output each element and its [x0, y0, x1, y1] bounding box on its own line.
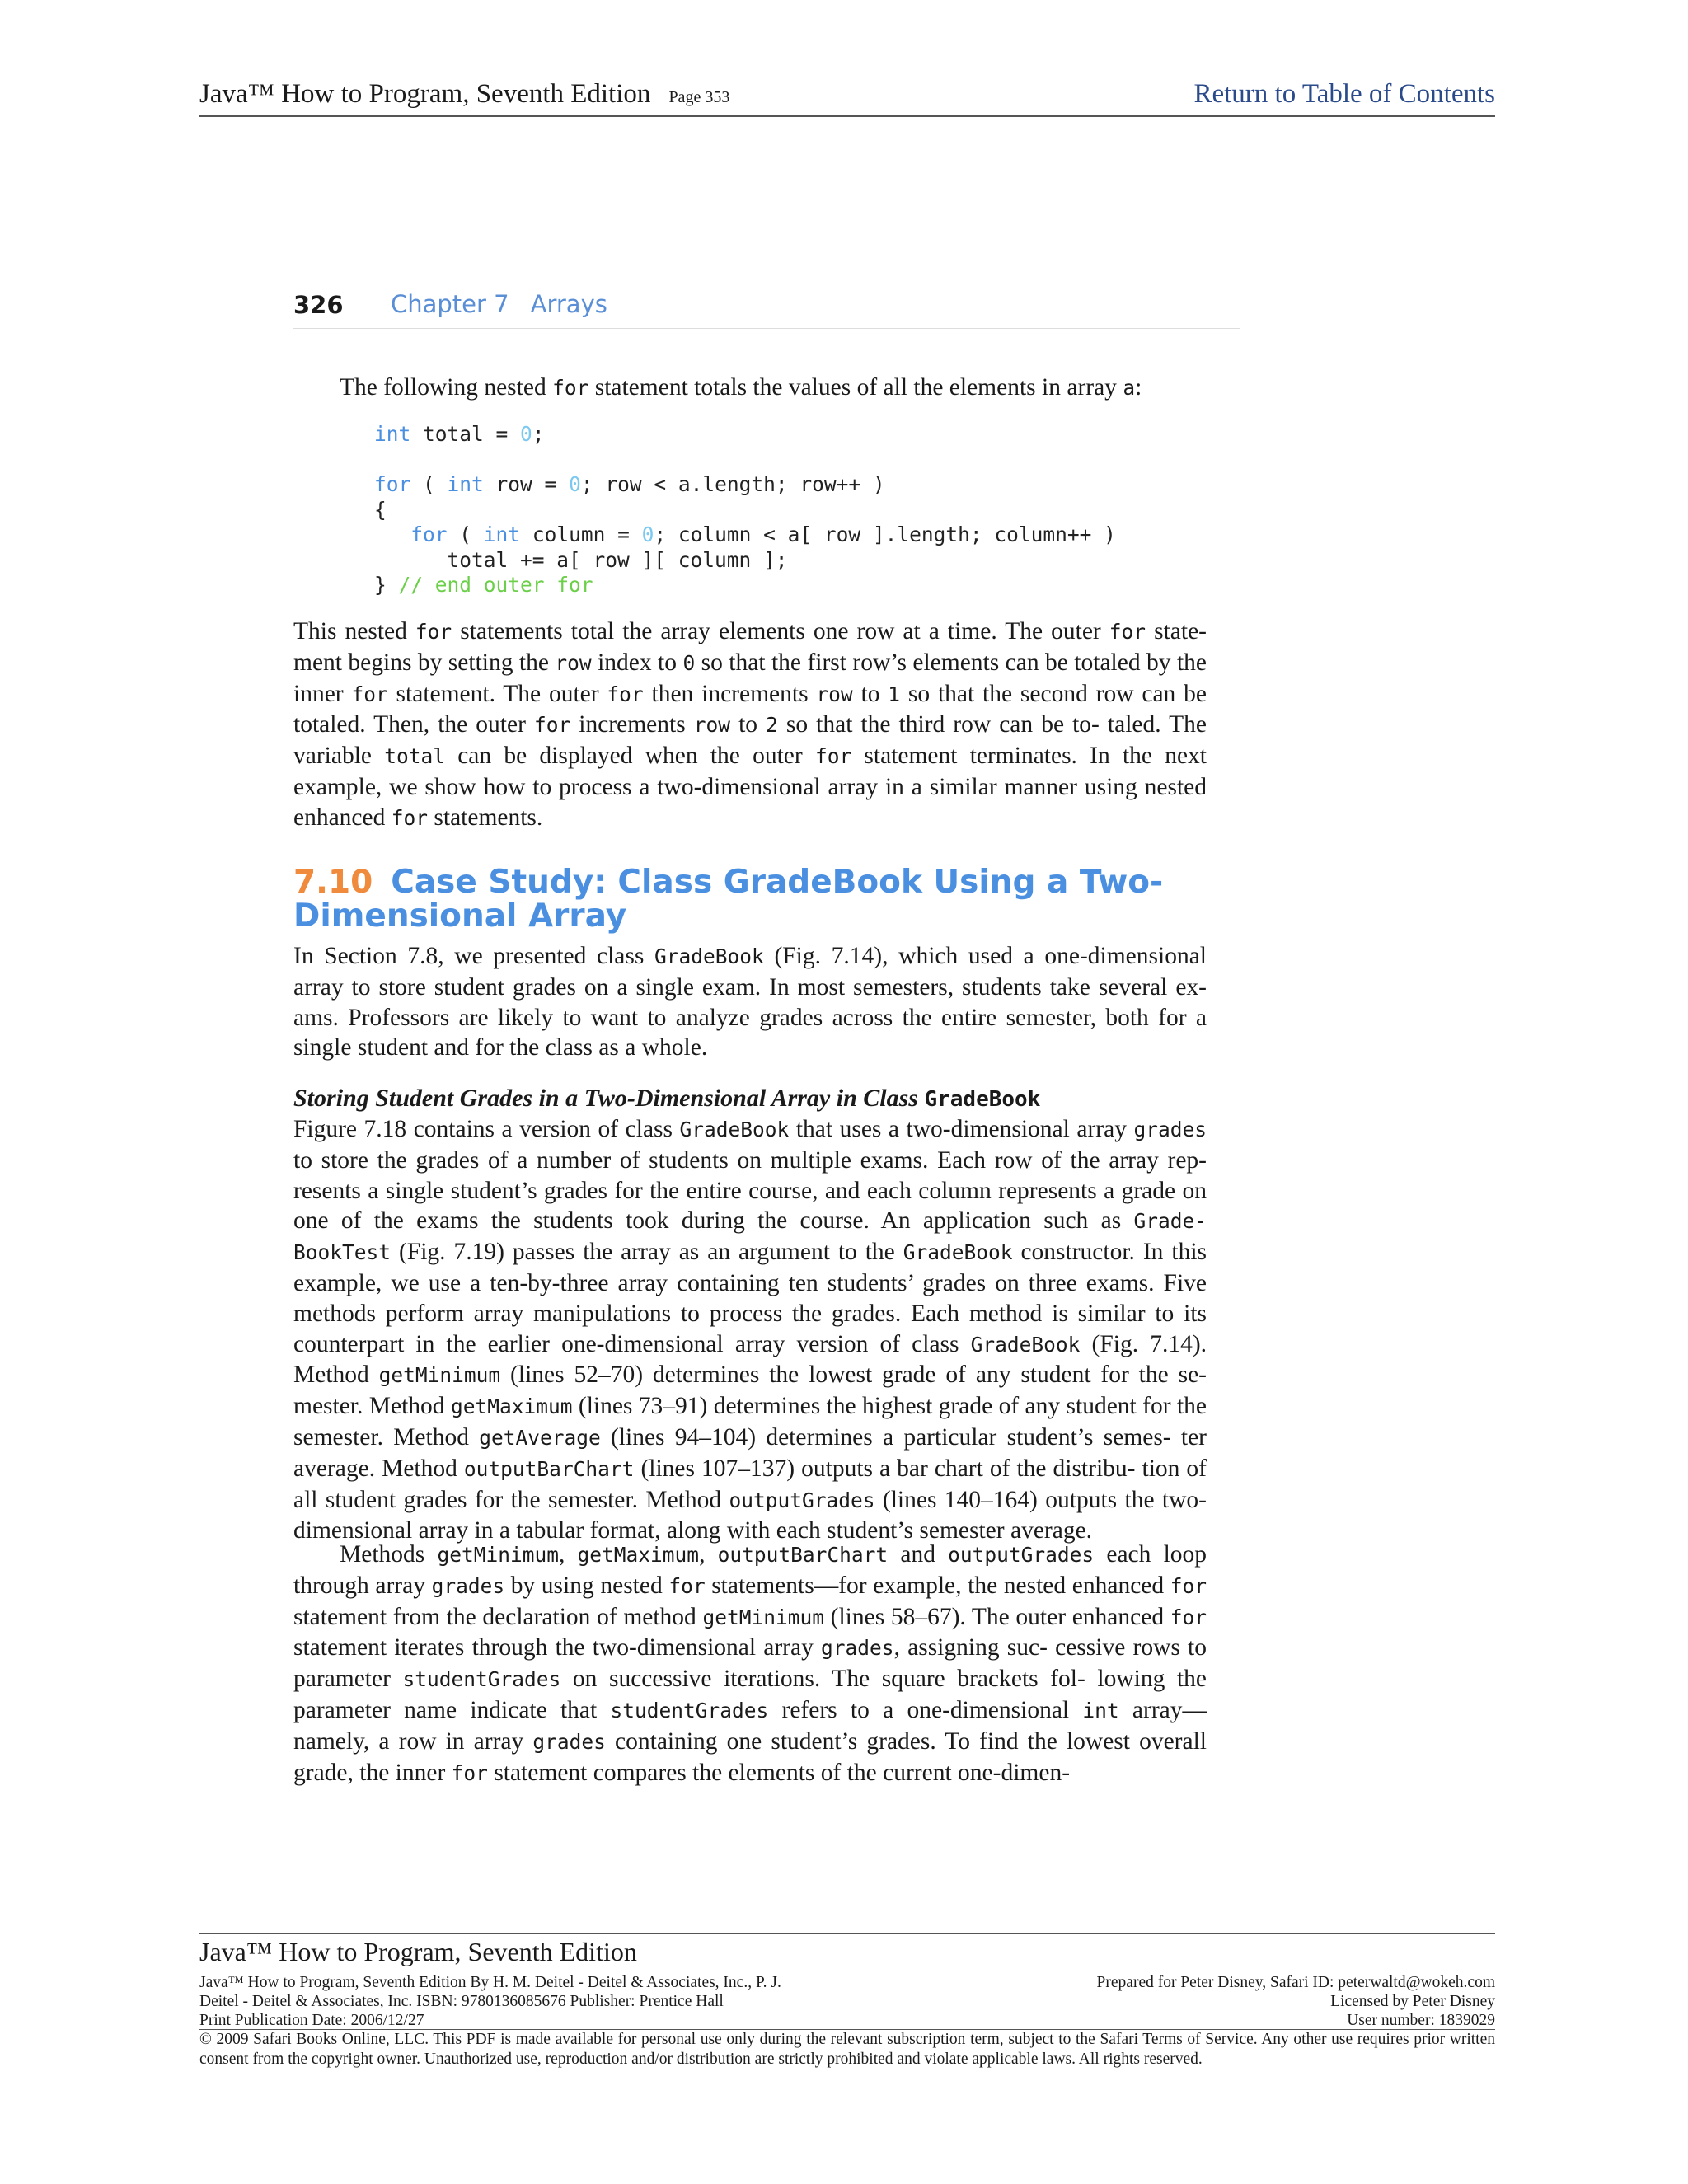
subsection-heading-code: GradeBook	[924, 1087, 1041, 1112]
code-keyword: int	[483, 523, 521, 546]
inline-code: outputGrades	[729, 1488, 875, 1512]
body-text: This nested	[293, 618, 415, 644]
body-text: array—namely, a row in array	[293, 1696, 1207, 1755]
code-text: total =	[410, 422, 521, 446]
footer-right-line-3: User number: 1839029	[1347, 2012, 1495, 2029]
inline-code: getMaximum	[577, 1543, 700, 1567]
paragraph-methods-loop	[293, 1540, 1207, 1788]
code-line	[374, 422, 1116, 448]
body-text: Figure 7.18 contains a version of class	[293, 1116, 680, 1142]
inline-code: for	[351, 682, 388, 706]
code-number: 0	[520, 422, 532, 446]
code-text	[374, 448, 387, 471]
code-text: ;	[532, 422, 545, 446]
body-text: statement iterates through the two-dimensional array	[293, 1634, 822, 1661]
body-text: each loop through array	[293, 1541, 1207, 1599]
inline-code: for	[415, 620, 452, 644]
body-text: (lines 107–137) outputs a bar chart of the distribu- tion of all student grades for the semester. Method	[293, 1455, 1207, 1513]
code-text	[374, 523, 410, 546]
header-page-label: Page 353	[668, 88, 730, 106]
code-line	[374, 448, 1116, 473]
code-line	[374, 498, 1116, 523]
inline-code: Grade- BookTest	[293, 1209, 1207, 1265]
inline-code: int	[1082, 1698, 1119, 1722]
code-number: 0	[569, 472, 581, 496]
body-text: and	[888, 1541, 949, 1568]
code-text: row =	[483, 472, 570, 496]
body-text: ,	[558, 1541, 578, 1568]
code-keyword: for	[410, 523, 448, 546]
body-text: to store the grades of a number of students on multiple exams. Each row of the array rep- resents a single student’s grades for the entire course, and each column represents a grade on one of the exams the students took during the course. An application such as	[293, 1146, 1207, 1235]
inline-code: getMinimum	[702, 1605, 824, 1629]
header-title-text: Java™ How to Program, Seventh Edition	[199, 79, 651, 109]
inline-code: for	[533, 713, 571, 738]
footer-right-line-1: Prepared for Peter Disney, Safari ID: peterwaltd@wokeh.com	[1096, 1974, 1495, 1991]
body-text: (lines 140–164) outputs the two-dimensional array in a tabular format, along with each student’s semester average.	[293, 1486, 1207, 1544]
inline-code: row	[555, 650, 592, 675]
inline-code: studentGrades	[402, 1667, 561, 1692]
intro-code-for: for	[552, 376, 589, 400]
body-text: In Section 7.8, we presented class	[293, 943, 655, 969]
body-text: index to	[591, 649, 683, 676]
footer-left-line-1: Java™ How to Program, Seventh Edition By H. M. Deitel - Deitel & Associates, Inc., P. J.	[199, 1974, 781, 1991]
body-text: statements—for example, the nested enhanced	[705, 1572, 1170, 1599]
body-text: to	[730, 711, 767, 738]
body-text: (Fig. 7.19) passes the array as an argument to the	[391, 1239, 903, 1266]
inline-code: getMaximum	[450, 1394, 573, 1419]
inline-code: GradeBook	[654, 944, 764, 968]
inline-code: getMinimum	[437, 1543, 559, 1567]
footer-right-line-2: Licensed by Peter Disney	[1330, 1993, 1495, 2010]
inline-code: GradeBook	[970, 1332, 1081, 1357]
body-text: state- ment begins by setting the	[293, 618, 1207, 676]
return-to-toc-link[interactable]: Return to Table of Contents	[1193, 79, 1495, 109]
inline-code: 1	[888, 682, 901, 706]
body-text: statements total the array elements one row at a time. The outer	[452, 618, 1109, 644]
inline-code: GradeBook	[903, 1240, 1013, 1265]
inline-code: getAverage	[479, 1425, 601, 1450]
footer-book-title: Java™ How to Program, Seventh Edition	[199, 1937, 637, 1966]
code-text: {	[374, 497, 387, 522]
paragraph-intro-gradebook	[293, 941, 1207, 1063]
body-text: , assigning suc- cessive rows to parameter	[293, 1634, 1207, 1693]
section-heading	[293, 865, 1241, 933]
header-book-title	[199, 79, 729, 110]
body-text: increments	[570, 711, 694, 738]
subsection-heading	[293, 1085, 1040, 1113]
code-line	[374, 548, 1116, 574]
footer-copyright: © 2009 Safari Books Online, LLC. This PDF is made available for personal use only during the relevant subscription term, subject to the Safari Terms of Service. Any other use requires prior written consent from the copyright owner. Unauthorized use, reproduction and/or distribution are strictly prohibited and violate applicable laws. All rights reserved.	[199, 2031, 1495, 2068]
subsection-heading-text: Storing Student Grades in a Two-Dimensional Array in Class	[293, 1085, 925, 1112]
body-text: so that the first row’s elements can be totaled by the inner	[293, 649, 1207, 707]
chapter-number: Chapter 7	[391, 290, 509, 318]
body-text: can be displayed when the outer	[444, 743, 815, 770]
inline-code: row	[816, 682, 853, 706]
body-text: Methods	[340, 1541, 438, 1568]
section-number: 7.10	[293, 864, 373, 901]
body-text: so that the third row can be to- taled. The variable	[293, 711, 1207, 770]
inline-code: outputBarChart	[717, 1543, 889, 1567]
header-rule	[199, 115, 1495, 117]
body-text: refers to a one-dimensional	[768, 1696, 1083, 1723]
body-text: (Fig. 7.14). Method	[293, 1330, 1207, 1389]
inline-code: grades	[431, 1573, 505, 1598]
body-text: (lines 52–70) determines the lowest grade of any student for the se- mester. Method	[293, 1361, 1207, 1420]
inline-code: for	[668, 1573, 706, 1598]
body-text: so that the second row can be totaled. Then, the outer	[293, 680, 1207, 738]
inline-code: row	[693, 713, 731, 738]
code-text: }	[374, 573, 399, 597]
inline-code: for	[1170, 1573, 1207, 1598]
body-text: constructor. In this example, we use a ten-by-three array containing ten students’ grades on three exams. Five methods perform array manipulations to process the grades. Each method is similar to its counterpart in the earlier one-dimensional array version of class	[293, 1239, 1207, 1357]
inline-code: grades	[1133, 1118, 1207, 1141]
section-title: Case Study: Class GradeBook Using a Two-Dimensional Array	[293, 864, 1164, 935]
footer-left-line-2: Deitel - Deitel & Associates, Inc. ISBN: 9780136085676 Publisher: Prentice Hall	[199, 1993, 724, 2010]
paragraph-figure-7-18	[293, 1114, 1207, 1546]
body-text: statement compares the elements of the current one-dimen-	[487, 1759, 1071, 1786]
body-text: containing one student’s grades. To find the lowest overall grade, the inner	[293, 1727, 1207, 1786]
running-head-rule	[293, 328, 1240, 329]
inline-code: grades	[532, 1729, 606, 1754]
body-text: ,	[699, 1541, 718, 1568]
code-keyword: int	[374, 422, 411, 446]
paragraph-nested-for	[293, 616, 1207, 834]
code-text: total += a[ row ][ column ];	[374, 547, 788, 572]
body-text: (lines 94–104) determines a particular student’s semes- ter average. Method	[293, 1423, 1207, 1482]
intro-text-end: :	[1135, 374, 1142, 401]
intro-sentence	[340, 373, 1213, 404]
inline-code: for	[814, 744, 852, 769]
code-keyword: for	[374, 472, 411, 496]
body-text: (Fig. 7.14), which used a one-dimensional array to store student grades on a single exam. In most semesters, students take several ex- ams. Professors are likely to want to analyze grades across the entire semester, both for a single student and for the class as a whole.	[293, 943, 1207, 1062]
inline-code: studentGrades	[610, 1698, 769, 1722]
body-text: on successive iterations. The square brackets fol- lowing the parameter name indicate that	[293, 1666, 1207, 1723]
body-text: (lines 58–67). The outer enhanced	[823, 1603, 1170, 1630]
inline-code: grades	[821, 1636, 894, 1661]
body-text: to	[852, 680, 889, 707]
chapter-label	[391, 290, 607, 318]
code-text: (	[447, 523, 484, 546]
inline-code: total	[384, 744, 445, 769]
inline-code: 2	[766, 713, 778, 738]
inline-code: for	[391, 805, 429, 830]
body-text: (lines 73–91) determines the highest grade of any student for the semester. Method	[293, 1393, 1207, 1451]
inline-code: 0	[682, 650, 696, 675]
body-text: by using nested	[504, 1572, 669, 1599]
inline-code: outputBarChart	[463, 1456, 635, 1481]
code-line	[374, 523, 1116, 548]
inline-code: outputGrades	[948, 1543, 1095, 1567]
intro-text-mid: statement totals the values of all the elements in array	[588, 374, 1123, 401]
body-text: statements.	[428, 804, 543, 831]
code-text: (	[410, 472, 448, 496]
body-text: then increments	[643, 680, 817, 707]
inline-code: for	[1170, 1605, 1207, 1629]
body-text: statement from the declaration of method	[293, 1603, 703, 1630]
code-line	[374, 472, 1116, 498]
inline-code: getMinimum	[378, 1363, 501, 1388]
body-text: statement terminates. In the next example, we show how to process a two-dimensional array in a similar manner using nested enhanced	[293, 743, 1207, 831]
footer-left-line-3: Print Publication Date: 2006/12/27	[199, 2012, 424, 2029]
code-text: ; row < a.length; row++ )	[580, 472, 885, 496]
code-line	[374, 573, 1116, 598]
intro-code-a: a	[1123, 376, 1136, 400]
inline-code: GradeBook	[679, 1118, 790, 1141]
code-comment: // end outer for	[398, 573, 593, 597]
body-text: that uses a two-dimensional array	[789, 1116, 1134, 1142]
code-block	[374, 422, 1116, 598]
body-text: statement. The outer	[387, 680, 607, 707]
inline-code: for	[451, 1760, 488, 1785]
inline-code: for	[1109, 620, 1146, 644]
code-keyword: int	[447, 472, 484, 496]
code-text: ; column < a[ row ].length; column++ )	[654, 523, 1116, 546]
inline-code: for	[607, 682, 644, 706]
page-number: 326	[293, 291, 344, 319]
intro-text: The following nested	[340, 374, 553, 401]
code-number: 0	[641, 523, 654, 546]
chapter-title: Arrays	[530, 290, 607, 318]
footer-rule-top	[199, 1933, 1495, 1934]
code-text: column =	[520, 523, 642, 546]
